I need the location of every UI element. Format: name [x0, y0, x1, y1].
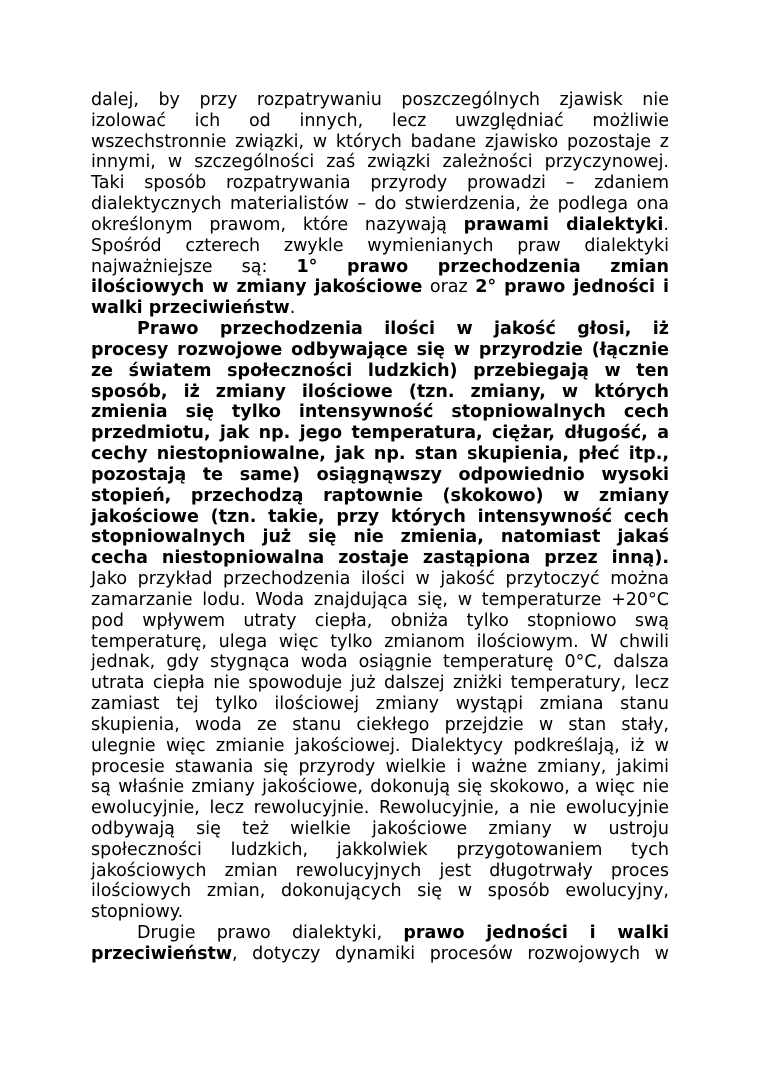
bold-term: przedmiotu, jak np. jego temperatura, ciężar, długość, a [91, 423, 669, 444]
text-line [91, 527, 669, 548]
document-page [91, 90, 669, 965]
text-line [91, 215, 669, 236]
bold-term: procesy rozwojowe odbywające się w przyrodzie (łącznie [91, 339, 669, 360]
text-run: Drugie prawo dialektyki, [137, 923, 404, 944]
text-run: skupienia, woda ze stanu ciekłego przejdzie w stan stały, [91, 714, 669, 735]
text-line [91, 548, 669, 569]
text-run: ilościowych zmian, dokonujących się w sposób ewolucyjny, [91, 881, 669, 902]
bold-term: Prawo przechodzenia ilości w jakość głosi, iż [137, 319, 669, 340]
text-run: innymi, w szczególności zaś związki zależności przyczynowej. [91, 152, 669, 173]
text-line [91, 881, 669, 902]
text-line [91, 902, 669, 923]
text-line [91, 111, 669, 132]
text-line [91, 236, 669, 257]
text-run: społeczności ludzkich, jakkolwiek przygotowaniem tych [91, 839, 669, 860]
text-run: zamarzanie lodu. Woda znajdująca się, w temperaturze +20°C [91, 589, 669, 610]
bold-term: ilościowych w zmiany jakościowe [91, 277, 423, 298]
text-line [91, 652, 669, 673]
paragraph [91, 319, 669, 923]
text-run: jakościowych zmian rewolucyjnych jest długotrwały proces [91, 860, 669, 881]
bold-term: cecha niestopniowalna zostaje zastąpiona przez inną). [91, 548, 669, 569]
text-run: . [663, 214, 669, 235]
paragraph [91, 923, 669, 965]
text-line [91, 444, 669, 465]
text-line [91, 611, 669, 632]
text-run: wszechstronnie związki, w których badane zjawisko pozostaje z [91, 131, 669, 152]
bold-term: stopień, przechodzą raptownie (skokowo) w zmiany [91, 485, 669, 506]
text-run: Taki sposób rozpatrywania przyrody prowadzi – zdaniem [91, 173, 669, 194]
text-line [91, 694, 669, 715]
bold-term: prawo jedności i walki [403, 923, 669, 944]
text-run: Spośród czterech zwykle wymienianych praw dialektyki [91, 235, 669, 256]
text-run: ewolucyjnie, lecz rewolucyjnie. Rewolucyjnie, a nie ewolucyjnie [91, 798, 669, 819]
text-run: są właśnie zmiany jakościowe, dokonują się skokowo, a więc nie [91, 777, 669, 798]
text-run: , dotyczy dynamiki procesów rozwojowych w [232, 943, 669, 964]
text-line [91, 632, 669, 653]
bold-term: 2° prawo jedności i [475, 277, 670, 298]
text-line [91, 298, 669, 319]
text-line [91, 257, 669, 278]
text-run: temperaturę, ulega więc tylko zmianom ilościowym. W chwili [91, 631, 669, 652]
text-line [91, 923, 669, 944]
text-line [91, 194, 669, 215]
bold-term: jakościowe (tzn. takie, przy których intensywność cech [91, 506, 669, 527]
bold-term: zmienia się tylko intensywność stopniowalnych cech [91, 402, 669, 423]
text-run: procesie stawania się przyrody wielkie i ważne zmiany, jakimi [91, 756, 669, 777]
bold-term: stopniowalnych już się nie zmienia, natomiast jakaś [91, 527, 669, 548]
bold-term: cechy niestopniowalne, jak np. stan skupienia, płeć itp., [91, 444, 669, 465]
text-line [91, 715, 669, 736]
text-line [91, 777, 669, 798]
text-run: stopniowy. [91, 902, 184, 923]
bold-term: walki przeciwieństw [91, 298, 290, 319]
text-line [91, 798, 669, 819]
text-line [91, 90, 669, 111]
text-line [91, 152, 669, 173]
text-line [91, 132, 669, 153]
text-run: określonym prawom, które nazywają [91, 214, 464, 235]
text-run: dialektycznych materialistów – do stwierdzenia, że podlega ona [91, 194, 669, 215]
bold-term: sposób, iż zmiany ilościowe (tzn. zmiany, w których [91, 381, 669, 402]
text-line [91, 340, 669, 361]
text-line [91, 590, 669, 611]
text-line [91, 944, 669, 965]
text-line [91, 507, 669, 528]
bold-term: ze światem społeczności ludzkich) przebiegają w ten [91, 360, 669, 381]
text-line [91, 423, 669, 444]
bold-term: przeciwieństw [91, 943, 233, 964]
text-run: ulegnie więc zmianie jakościowej. Dialektycy podkreślają, iż w [91, 735, 669, 756]
bold-term: pozostają te same) osiągnąwszy odpowiednio wysoki [91, 464, 669, 485]
text-line [91, 465, 669, 486]
text-run: oraz [422, 277, 476, 298]
text-run: najważniejsze są: [91, 256, 297, 277]
text-run: dalej, by przy rozpatrywaniu poszczególnych zjawisk nie [91, 90, 669, 110]
paragraph [91, 90, 669, 319]
text-line [91, 840, 669, 861]
bold-term: 1° prawo przechodzenia zmian [296, 256, 669, 277]
text-line [91, 319, 669, 340]
text-run: pod wpływem utraty ciepła, obniża tylko stopniowo swą [91, 610, 669, 631]
text-run: jednak, gdy stygnąca woda osiągnie temperaturę 0°C, dalsza [91, 652, 669, 673]
bold-term: prawami dialektyki [463, 214, 664, 235]
text-run: zamiast tej tylko ilościowej zmiany wystąpi zmiana stanu [91, 694, 669, 715]
text-line [91, 569, 669, 590]
text-line [91, 402, 669, 423]
text-line [91, 382, 669, 403]
text-run: odbywają się też wielkie jakościowe zmiany w ustroju [91, 818, 669, 839]
text-run: Jako przykład przechodzenia ilości w jakość przytoczyć można [91, 569, 669, 590]
text-line [91, 173, 669, 194]
text-line [91, 486, 669, 507]
text-line [91, 757, 669, 778]
text-line [91, 277, 669, 298]
text-line [91, 861, 669, 882]
text-run: izolować ich od innych, lecz uwzględniać możliwie [91, 110, 669, 131]
text-run: utrata ciepła nie spowoduje już dalszej zniżki temperatury, lecz [91, 673, 669, 694]
text-line [91, 673, 669, 694]
text-line [91, 736, 669, 757]
text-line [91, 819, 669, 840]
text-line [91, 361, 669, 382]
text-run: . [289, 298, 296, 319]
